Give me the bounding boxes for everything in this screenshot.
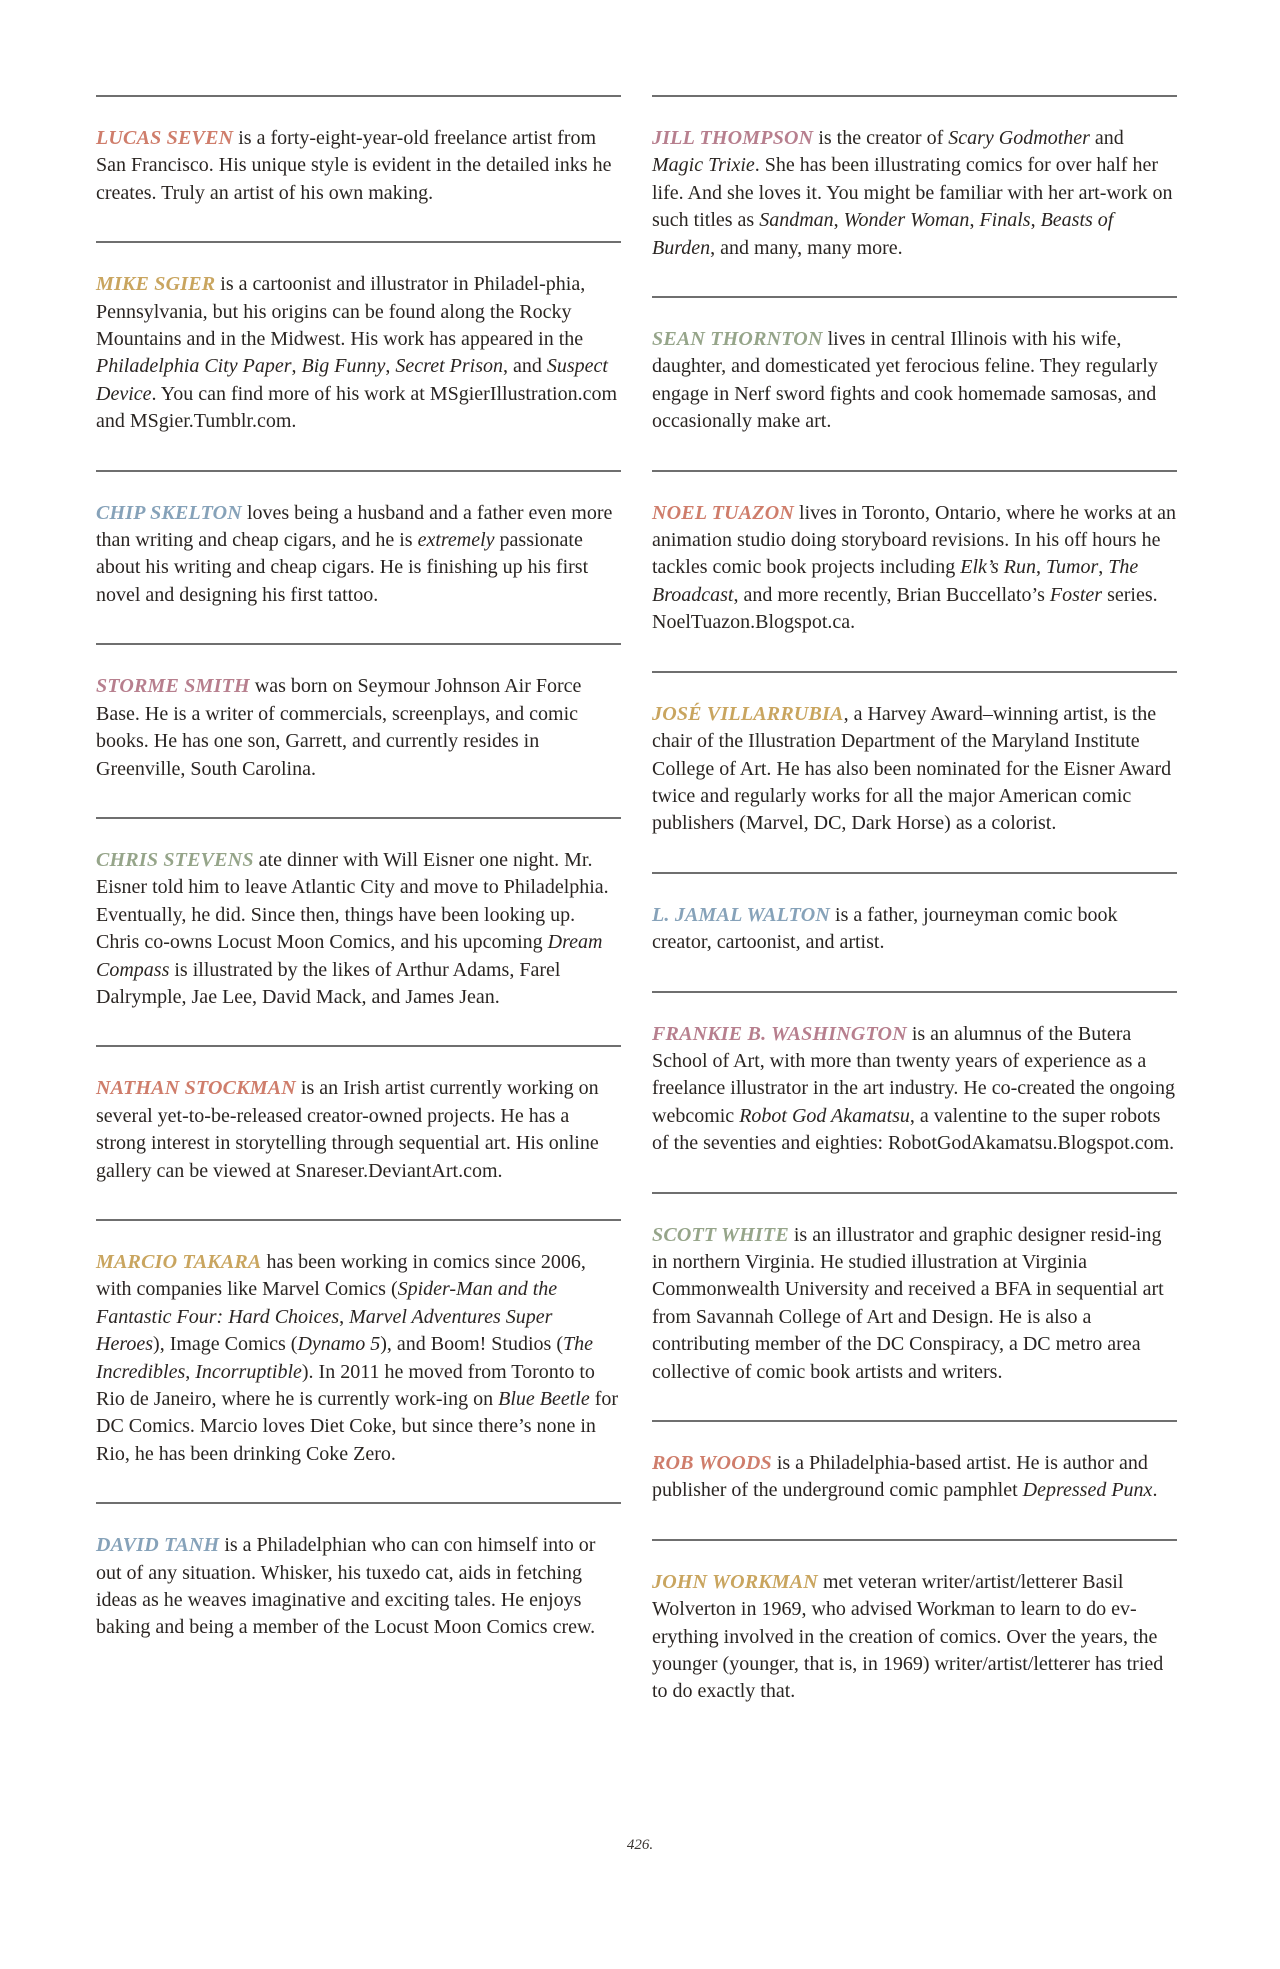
bio-entry [96,817,621,1045]
contributor-name: NATHAN STOCKMAN [96,1077,296,1100]
bio-entry [652,671,1177,872]
bio-text: MARCIO TAKARA has been working in comics since 2006, with companies like Marvel Comics (Spider-Man and the Fantastic Four: Hard Choices, Marvel Adventures Super Heroes), Image Comics (Dynamo 5), and Boom! Studios (The Incredibles, Incorruptible). In 2011 he moved from Toronto to Rio de Janeiro, where he is currently work-ing on Blue Beetle for DC Comics. Marcio loves Diet Coke, but since there’s none in Rio, he has been drinking Coke Zero. [96,1250,619,1465]
publication-title: Wonder Woman [843,209,970,232]
contributor-name: JOHN WORKMAN [652,1570,818,1593]
contributor-name: MARCIO TAKARA [96,1250,262,1273]
contributor-name: SCOTT WHITE [652,1223,789,1246]
emphasis: extremely [417,529,495,552]
bio-entry [652,296,1177,470]
bio-text: NOEL TUAZON lives in Toronto, Ontario, where he works at an animation studio doing storyboard revisions. In his off hours he tackles comic book projects including Elk’s Run, Tumor, The Broadcast, and more recently, Brian Buccellato’s Foster series. NoelTuazon.Blogspot.ca. [652,501,1177,634]
publication-title: Philadelphia City Paper [96,355,292,378]
bio-text: NATHAN STOCKMAN is an Irish artist currently working on several yet-to-be-released creator-owned projects. He has a strong interest in storytelling through sequential art. His online gallery can be viewed at Snareser.DeviantArt.com. [96,1077,599,1182]
bio-text: ROB WOODS is a Philadelphia-based artist. He is author and publisher of the underground comic pamphlet Depressed Punx. [652,1452,1158,1502]
publication-title: Blue Beetle [498,1388,590,1410]
publication-title: Beasts of Burden [652,209,1114,259]
page-number: 426. [626,1837,654,1853]
publication-title: The Incredibles [96,1333,593,1383]
publication-title: The Broadcast [652,556,1139,606]
contributor-name: ROB WOODS [652,1452,772,1474]
bio-text: CHIP SKELTON loves being a husband and a father even more than writing and cheap cigars, and he is extremely passionate about his writing and cheap cigars. He is finishing up his first novel and designing his first tattoo. [96,501,613,606]
bio-text: JOSÉ VILLARRUBIA, a Harvey Award–winning artist, is the chair of the Illustration Department of the Maryland Institute College of Art. He has also been nominated for the Eisner Award twice and regularly works for all the major American comic publishers (Marvel, DC, Dark Horse) as a colorist. [652,702,1172,835]
bio-entry [96,1219,621,1502]
publication-title: Dream Compass [96,931,603,981]
bio-text: L. JAMAL WALTON is a father, journeyman comic book creator, cartoonist, and artist. [652,903,1118,954]
bio-entry [652,872,1177,991]
left-column [96,95,621,1676]
contributor-name: LUCAS SEVEN [96,127,234,149]
bio-entry [96,470,621,644]
publication-title: Secret Prison [395,355,503,378]
publication-title: Scary Godmother [948,127,1090,149]
bio-text: FRANKIE B. WASHINGTON is an alumnus of the Butera School of Art, with more than twenty years of experience as a freelance illustrator in the art industry. He co-created the ongoing webcomic Robot God Akamatsu, a valentine to the super robots of the seventies and eighties: RobotGodAkamatsu.Blogspot.com. [652,1022,1175,1155]
bio-text: STORME SMITH was born on Seymour Johnson Air Force Base. He is a writer of commercials, screenplays, and comic books. He has one son, Garrett, and currently resides in Greenville, South Carolina. [96,675,582,780]
publication-title: Sandman [759,209,834,232]
contributor-name: L. JAMAL WALTON [652,903,831,926]
bio-entry [652,991,1177,1192]
bio-text: JOHN WORKMAN met veteran writer/artist/letterer Basil Wolverton in 1969, who advised Workman to learn to do ev-erything involved in the creation of comics. Over the years, the younger (younger, that is, in 1969) writer/artist/letterer has tried to do exactly that. [652,1570,1164,1703]
contributor-name: CHRIS STEVENS [96,848,254,871]
right-column [652,95,1177,1740]
bio-entry [652,1420,1177,1539]
publication-title: Suspect Device [96,355,608,405]
contributor-name: MIKE SGIER [96,273,216,296]
publication-title: Depressed Punx [1022,1479,1153,1502]
bio-entry [96,95,621,241]
publication-title: Foster [1049,583,1103,606]
bio-text: SEAN THORNTON lives in central Illinois with his wife, daughter, and domesticated yet ferocious feline. They regularly engage in Nerf sword fights and cook homemade samosas, and occasionally make art. [652,328,1158,433]
publication-title: Magic Trixie [652,154,755,177]
bio-entry [652,470,1177,671]
contributor-name: CHIP SKELTON [96,501,242,524]
contributor-name: FRANKIE B. WASHINGTON [652,1022,907,1045]
publication-title: Elk’s Run [960,556,1036,579]
bio-entry [652,1192,1177,1420]
publication-title: Incorruptible [195,1360,302,1383]
contributor-name: DAVID TANH [96,1534,220,1557]
bio-text: MIKE SGIER is a cartoonist and illustrator in Philadel-phia, Pennsylvania, but his origins can be found along the Rocky Mountains and in the Midwest. His work has appeared in the Philadelphia City Paper, Big Funny, Secret Prison, and Suspect Device. You can find more of his work at MSgierIllustration.com and MSgier.Tumblr.com. [96,273,618,433]
publication-title: Dynamo 5 [297,1333,381,1356]
publication-title: Marvel Adventures Super Heroes [96,1305,553,1356]
publication-title: Tumor [1046,556,1099,579]
bio-entry [96,1502,621,1676]
bio-entry [652,1539,1177,1740]
bio-text: SCOTT WHITE is an illustrator and graphic designer resid-ing in northern Virginia. He studied illustration at Virginia Commonwealth University and received a BFA in sequential art from Savannah College of Art and Design. He is also a contributing member of the DC Conspiracy, a DC metro area collective of comic book artists and writers. [652,1223,1164,1383]
bio-text: CHRIS STEVENS ate dinner with Will Eisner one night. Mr. Eisner told him to leave Atlantic City and move to Philadelphia. Eventually, he did. Since then, things have been looking up. Chris co-owns Locust Moon Comics, and his upcoming Dream Compass is illustrated by the likes of Arthur Adams, Farel Dalrymple, Jae Lee, David Mack, and James Jean. [96,848,609,1008]
bio-entry [96,1045,621,1219]
publication-title: Spider-Man and the Fantastic Four: Hard Choices [96,1278,558,1328]
publication-title: Big Funny [301,355,386,378]
bio-entry [96,241,621,469]
contributor-name: STORME SMITH [96,675,250,698]
publication-title: Robot God Akamatsu [739,1104,910,1127]
contributor-name: NOEL TUAZON [652,501,795,524]
bio-entry [652,95,1177,296]
contributor-name: JOSÉ VILLARRUBIA [652,702,844,725]
publication-title: Finals [979,209,1031,232]
bio-entry [96,643,621,817]
contributor-name: JILL THOMPSON [652,127,814,149]
bio-text: LUCAS SEVEN is a forty-eight-year-old freelance artist from San Francisco. His unique style is evident in the detailed inks he creates. Truly an artist of his own making. [96,127,612,204]
bio-text: JILL THOMPSON is the creator of Scary Godmother and Magic Trixie. She has been illustrating comics for over half her life. And she loves it. You might be familiar with her art-work on such titles as Sandman, Wonder Woman, Finals, Beasts of Burden, and many, many more. [652,127,1173,259]
contributor-name: SEAN THORNTON [652,328,823,351]
bio-text: DAVID TANH is a Philadelphian who can con himself into or out of any situation. Whisker, his tuxedo cat, aids in fetching ideas as he weaves imaginative and exciting tales. He enjoys baking and being a member of the Locust Moon Comics crew. [96,1534,596,1639]
